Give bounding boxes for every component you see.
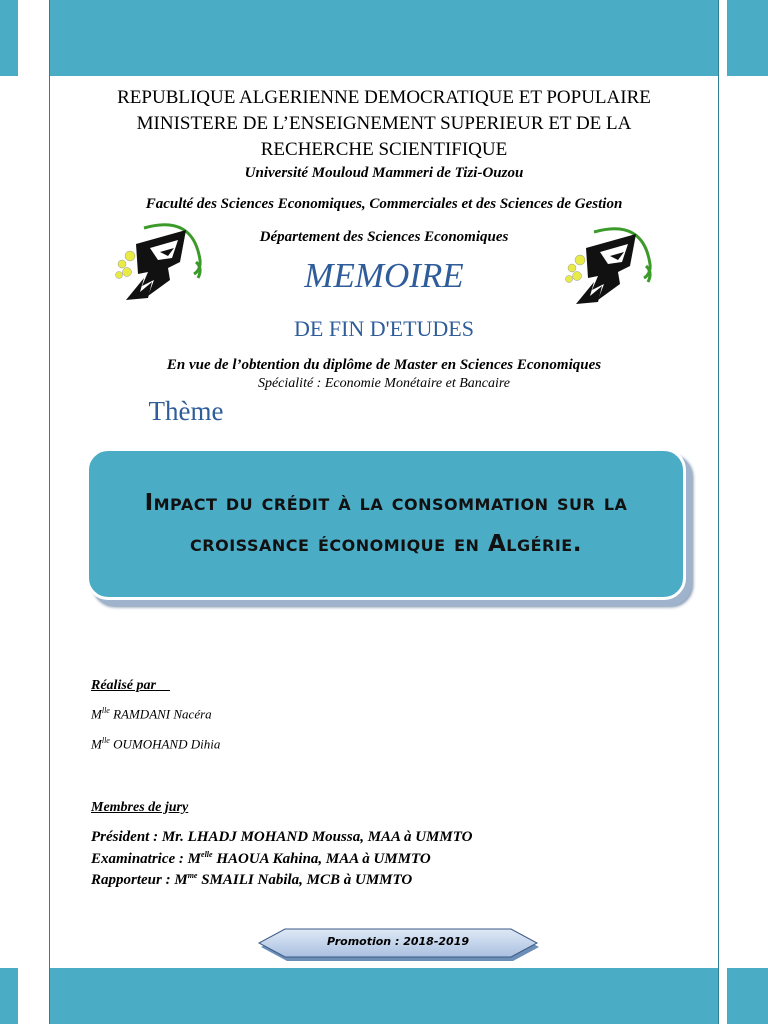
authors-heading: Réalisé par	[91, 678, 156, 693]
theme-box	[86, 448, 686, 600]
memoire-title: MEMOIRE	[304, 256, 464, 295]
jury-president: Président : Mr. LHADJ MOHAND Moussa, MAA à UMMTO	[91, 829, 473, 845]
top-band-left	[0, 0, 18, 76]
bottom-band-main	[50, 968, 718, 1024]
header-republic: REPUBLIQUE ALGERIENNE DEMOCRATIQUE ET POPULAIRE	[117, 87, 651, 108]
memoire-subtitle: DE FIN D'ETUDES	[294, 316, 474, 341]
jury-heading: Membres de jury	[91, 800, 189, 815]
jury-rapporteur: Rapporteur : $M^{me}$ SMAILI Nabila, MCB à UMMTO	[91, 871, 413, 888]
header-research: RECHERCHE SCIENTIFIQUE	[260, 139, 508, 160]
diploma-objective: En vue de l’obtention du diplôme de Master en Sciences Economiques	[166, 357, 602, 373]
top-band-main	[50, 0, 718, 76]
theme-label: Thème	[148, 396, 224, 426]
jury-examiner: Examinatrice : $M^{elle}$ HAOUA Kahina, MAA à UMMTO	[91, 850, 431, 867]
speciality: Spécialité : Economie Monétaire et Bancaire	[257, 376, 511, 391]
author-2: $M^{lle}$ OUMOHAND Dihia	[91, 736, 221, 752]
department-name: Département des Sciences Economiques	[259, 229, 509, 245]
author-1: $M^{lle}$ RAMDANI Nacéra	[91, 706, 212, 722]
promotion-label: Promotion : 2018-2019	[327, 935, 469, 948]
top-band-right	[727, 0, 768, 76]
university-name: Université Mouloud Mammeri de Tizi-Ouzou	[244, 165, 524, 181]
header-ministry: MINISTERE DE L’ENSEIGNEMENT SUPERIEUR ET DE LA	[136, 113, 632, 134]
theme-title: Impact du crédit à la consommation sur la croissance économique en Algérie.	[144, 490, 628, 557]
bottom-band-right	[727, 968, 768, 1024]
faculty-name: Faculté des Sciences Economiques, Commerciales et des Sciences de Gestion	[145, 196, 623, 212]
bottom-band-left	[0, 968, 18, 1024]
